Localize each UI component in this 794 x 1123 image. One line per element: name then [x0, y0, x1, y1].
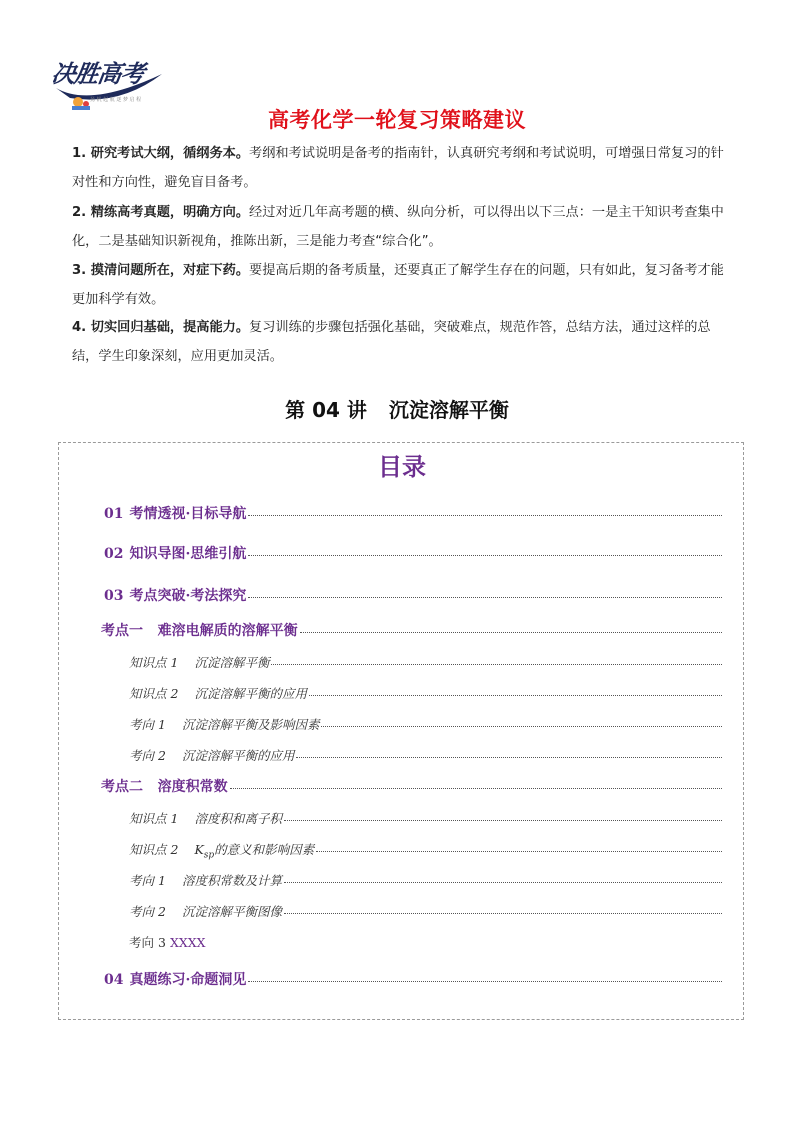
- advice-heading: 1. 研究考试大纲，循纲务本。: [72, 146, 250, 161]
- sub-prefix: 考向 1: [129, 717, 166, 732]
- toc-subentry[interactable]: [129, 715, 722, 733]
- advice-text: 复习训练的步骤包括强化基础，突破难点，规范作答，总结方法，通过这样的总结，学生印象深刻，应用更加灵活。: [72, 320, 711, 364]
- sub-title: 溶度积常数及计算: [181, 873, 282, 888]
- advice-item-4: [72, 313, 724, 371]
- sub-prefix: 知识点 1: [129, 655, 179, 670]
- kaodian-label: 考点二: [101, 779, 143, 795]
- advice-item-2: [72, 198, 724, 256]
- sub-title: 溶度积和离子积: [194, 811, 282, 826]
- toc-label: 知识导图·思维引航: [129, 546, 247, 562]
- sub-prefix: 知识点 2: [129, 686, 179, 701]
- leader-dots: [248, 554, 722, 556]
- sub-prefix: 考向 1: [129, 873, 166, 888]
- toc-subentry[interactable]: [129, 746, 722, 764]
- table-of-contents: [58, 442, 744, 1020]
- toc-label: 真题练习·命题洞见: [129, 972, 247, 988]
- sub-title: XXXX: [169, 935, 206, 950]
- toc-heading: 目录: [378, 453, 426, 481]
- leader-dots: [284, 819, 722, 821]
- advice-text: 考纲和考试说明是备考的指南针，认真研究考纲和考试说明，可增强日常复习的针对性和方向性，避免盲目备考。: [72, 146, 724, 190]
- toc-subentry[interactable]: [129, 653, 722, 671]
- ksp-symbol: [194, 842, 215, 861]
- ksp-subscript: sp: [203, 850, 215, 861]
- toc-subentry[interactable]: [129, 809, 722, 827]
- sub-prefix: 考向 2: [129, 904, 166, 919]
- toc-subentry[interactable]: [129, 684, 722, 702]
- toc-number: 01: [104, 506, 124, 522]
- sub-title: 沉淀溶解平衡: [194, 655, 270, 670]
- sub-title: 沉淀溶解平衡及影响因素: [181, 717, 320, 732]
- leader-dots: [300, 631, 722, 633]
- page-title: 高考化学一轮复习策略建议: [268, 108, 526, 132]
- logo-text: 决胜高考: [49, 60, 146, 88]
- leader-dots: [309, 694, 722, 696]
- toc-subentry[interactable]: [129, 840, 722, 861]
- leader-dots: [230, 787, 722, 789]
- sub-prefix: 知识点 1: [129, 811, 179, 826]
- kaodian-title: 溶度积常数: [157, 779, 228, 795]
- toc-subentry[interactable]: [129, 871, 722, 889]
- logo-subtitle: 扬 帆 起 航 逐 梦 启 程: [90, 97, 142, 103]
- toc-kaodian-1[interactable]: [101, 620, 722, 640]
- lecture-number: 第 04 讲: [285, 398, 367, 422]
- sub-title: 的意义和影响因素: [214, 842, 315, 857]
- sub-title: 沉淀溶解平衡的应用: [194, 686, 307, 701]
- leader-dots: [248, 514, 722, 516]
- advice-heading: 2. 精练高考真题，明确方向。: [72, 205, 250, 220]
- toc-kaodian-2[interactable]: [101, 776, 722, 796]
- toc-entry-01[interactable]: [104, 503, 722, 523]
- toc-number: 04: [104, 972, 124, 988]
- leader-dots: [296, 756, 722, 758]
- sub-prefix: 考向 3: [129, 935, 166, 950]
- ksp-k: K: [194, 842, 204, 857]
- toc-subentry[interactable]: [129, 902, 722, 920]
- leader-dots: [248, 596, 722, 598]
- sub-prefix: 考向 2: [129, 748, 166, 763]
- sub-title: 沉淀溶解平衡图像: [181, 904, 282, 919]
- advice-heading: 4. 切实回归基础，提高能力。: [72, 320, 250, 335]
- kaodian-title: 难溶电解质的溶解平衡: [157, 623, 298, 639]
- sub-title: 沉淀溶解平衡的应用: [181, 748, 295, 763]
- advice-heading: 3. 摸清问题所在，对症下药。: [72, 263, 250, 278]
- advice-text: 经过对近几年高考题的横、纵向分析，可以得出以下三点：一是主干知识考查集中化，二是基础知识新视角，推陈出新，三是能力考查“综合化”。: [72, 205, 724, 249]
- toc-number: 02: [104, 546, 124, 562]
- lecture-topic: 沉淀溶解平衡: [388, 398, 509, 422]
- toc-label: 考情透视·目标导航: [129, 506, 247, 522]
- toc-entry-03[interactable]: [104, 585, 722, 605]
- toc-number: 03: [104, 588, 124, 604]
- toc-entry-04[interactable]: [104, 969, 722, 989]
- toc-subentry[interactable]: [129, 933, 722, 951]
- lecture-title: [0, 394, 794, 423]
- kaodian-label: 考点一: [101, 623, 143, 639]
- toc-label: 考点突破·考法探究: [129, 588, 247, 604]
- leader-dots: [284, 881, 722, 883]
- advice-text: 要提高后期的备考质量，还要真正了解学生存在的问题，只有如此，复习备考才能更加科学有效。: [72, 263, 724, 307]
- leader-dots: [248, 980, 722, 982]
- toc-entry-02[interactable]: [104, 543, 722, 563]
- advice-item-1: [72, 139, 724, 197]
- sub-prefix: 知识点 2: [129, 842, 179, 857]
- leader-dots: [284, 912, 722, 914]
- advice-item-3: [72, 256, 724, 314]
- leader-dots: [321, 725, 722, 727]
- leader-dots: [271, 663, 722, 665]
- leader-dots: [316, 850, 722, 852]
